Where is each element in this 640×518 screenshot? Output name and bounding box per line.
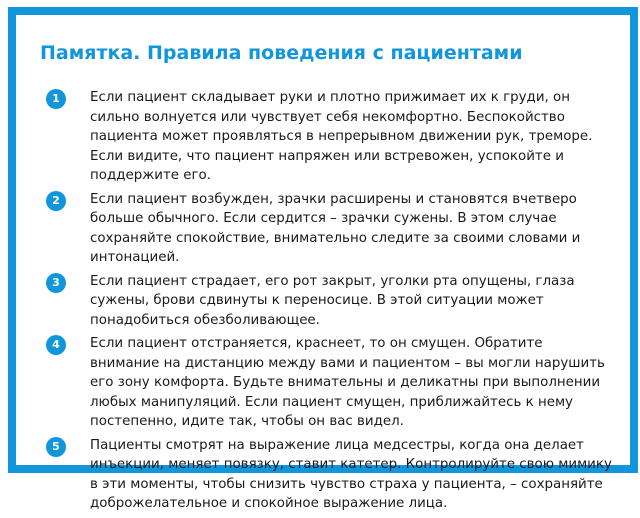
memo-card bbox=[8, 7, 638, 511]
rule-text: Если пациент возбужден, зрачки расширены и становятся вчетверо больше обычного. Если сердится – зрачки сужены. В этом случае сохраняйте спокойствие, внимательно следите за своими словами и интонацией. bbox=[90, 191, 581, 265]
rule-text: Если пациент складывает руки и плотно прижимает их к груди, он сильно волнуется или чувствует себя некомфортно. Беспокойство пациента может проявляться в непрерывном движении рук, треморе. Если видите, что пациент напряжен или встревожен, успокойте и поддержите его. bbox=[90, 90, 593, 183]
rule-text: Если пациент страдает, его рот закрыт, уголки рта опущены, глаза сужены, брови сдвинуты к переносице. В этой ситуации может понадобиться обезболивающее. bbox=[90, 273, 575, 328]
memo-title: Памятка. Правила поведения с пациентами bbox=[40, 42, 523, 64]
number-badge: 1 bbox=[46, 89, 66, 109]
number-badge: 2 bbox=[46, 191, 66, 211]
number-badge: 4 bbox=[46, 335, 66, 355]
rule-item-3 bbox=[46, 272, 616, 331]
rule-item-2 bbox=[46, 190, 616, 268]
rule-item-4 bbox=[46, 334, 616, 432]
rule-text: Если пациент отстраняется, краснеет, то он смущен. Обратите внимание на дистанцию между вами и пациентом – вы могли нарушить его зону комфорта. Будьте внимательны и деликатны при выполнении любых манипуляций. Если пациент смущен, приближайтесь к нему постепенно, идите так, чтобы он вас видел. bbox=[90, 336, 605, 429]
rule-item-1 bbox=[46, 88, 616, 186]
rules-list bbox=[46, 88, 616, 518]
rule-text: Пациенты смотрят на выражение лица медсестры, когда она делает инъекции, меняет повязку, ставит катетер. Контролируйте свою мимику в эти моменты, чтобы снизить чувство страха у пациента, – сохраняйте доброжелательное и спокойное выражение лица. bbox=[90, 437, 612, 511]
number-badge: 3 bbox=[46, 273, 66, 293]
number-badge: 5 bbox=[46, 437, 66, 457]
